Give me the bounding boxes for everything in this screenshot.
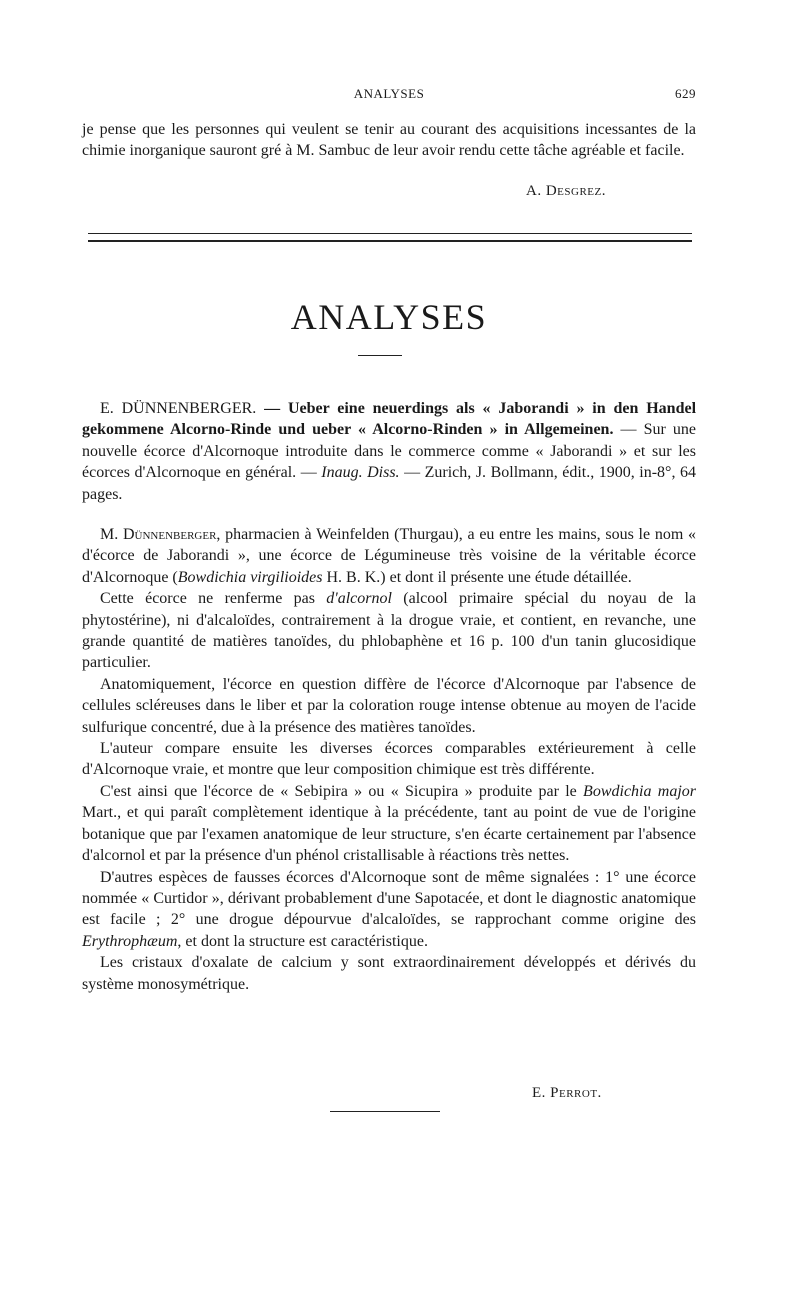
species-name-2: Bowdichia major (583, 782, 696, 800)
paragraph-7: Les cristaux d'oxalate de calcium y sont extraordinairement développés et dérivés du système monosymétrique. (82, 954, 696, 993)
author-name: M. Dünnenberger (100, 526, 217, 543)
paragraph-5-text-b: Mart., et qui paraît complètement identique à la précédente, tant au point de vue de l'origine botanique que par l'examen anatomique de leur structure, s'en écarte certainement par l'absence d'alcornol et par la présence d'un phénol cristallisable à réactions très nettes. (82, 804, 696, 865)
citation-publisher: — Zurich, J. Bollmann, édit., 1900, in-8°, 64 pages. (82, 464, 696, 503)
section-divider (88, 233, 692, 242)
genus-name: Erythrophæum (82, 932, 178, 950)
paragraph-6 (82, 867, 696, 953)
citation-title-french: — Sur une nouvelle écorce d'Alcornoque introduite dans le commerce comme « Jaborandi » et sur les écorces d'Alcornoque en général. — (82, 421, 697, 482)
page-number: 629 (675, 86, 696, 101)
paragraph-2 (82, 588, 696, 674)
heading-underline (358, 355, 402, 356)
section-heading: ANALYSES (290, 297, 488, 337)
citation-inaug: Inaug. Diss. (321, 464, 400, 482)
paragraph-2-text-a: Cette écorce ne renferme pas (100, 590, 327, 608)
paragraph-5 (82, 781, 696, 867)
paragraph-4: L'auteur compare ensuite les diverses écorces comparables extérieurement à celle d'Alcornoque vraie, et montre que leur composition chimique est très différente. (82, 740, 696, 779)
alcornol-term: d'alcornol (326, 590, 392, 608)
citation-author: E. DÜNNENBERGER. (100, 400, 257, 417)
end-rule (330, 1111, 440, 1112)
species-name: Bowdichia virgilioides (177, 568, 323, 586)
paragraph-1 (82, 524, 696, 588)
review-citation (82, 398, 696, 505)
review-signature: E. Perrot. (532, 1085, 602, 1101)
paragraph-2-text-b: (alcool primaire spécial du noyau de la phytostérine), ni d'alcaloïdes, contrairement à la drogue vraie, et contient, en revanche, une grande quantité de matières tanoïdes, du phlobaphène et 16 p. 100 d'un tanin glucosidique particulier. (82, 590, 696, 672)
paragraph-1-text-b: H. B. K.) et dont il présente une étude détaillée. (322, 568, 632, 586)
paragraph-5-text-a: C'est ainsi que l'écorce de « Sebipira » ou « Sicupira » produite par le (100, 782, 584, 800)
paragraph-6-text-a: D'autres espèces de fausses écorces d'Alcornoque sont de même signalées : 1° une écorce nommée « Curtidor », dérivant probablement d'une Sapotacée, et dont le diagnostic anatomique est facile ; 2° une drogue dépourvue d'alcaloïdes, se rapprochant comme origine des (82, 868, 696, 929)
running-head (82, 86, 696, 106)
running-title: ANALYSES (353, 86, 425, 101)
previous-review-closing-paragraph: je pense que les personnes qui veulent se tenir au courant des acquisitions incessantes de la chimie inorganique sauront gré à M. Sambuc de leur avoir rendu cette tâche agréable et facile. (82, 121, 696, 160)
paragraph-6-text-b: , et dont la structure est caractéristique. (177, 932, 428, 950)
paragraph-1-text-a: , pharmacien à Weinfelden (Thurgau), a eu entre les mains, sous le nom « d'écorce de Jaborandi », une écorce de Légumineuse très voisine de la véritable écorce d'Alcornoque ( (82, 526, 697, 586)
citation-title-german: Ueber eine neuerdings als « Jaborandi » in den Handel gekommene Alcorno-Rinde und ueber « Alcorno-Rinden » in Allgemeinen. (82, 400, 697, 439)
citation-dash: — (256, 400, 288, 417)
review-body (82, 524, 696, 995)
paragraph-3: Anatomiquement, l'écorce en question diffère de l'écorce d'Alcornoque par l'absence de cellules scléreuses dans le liber et par la coloration rouge intense obtenue au moyen de l'acide sulfurique concentré, due à la présence des matières tanoïdes. (82, 675, 696, 736)
previous-review-signature: A. Desgrez. (526, 183, 606, 199)
